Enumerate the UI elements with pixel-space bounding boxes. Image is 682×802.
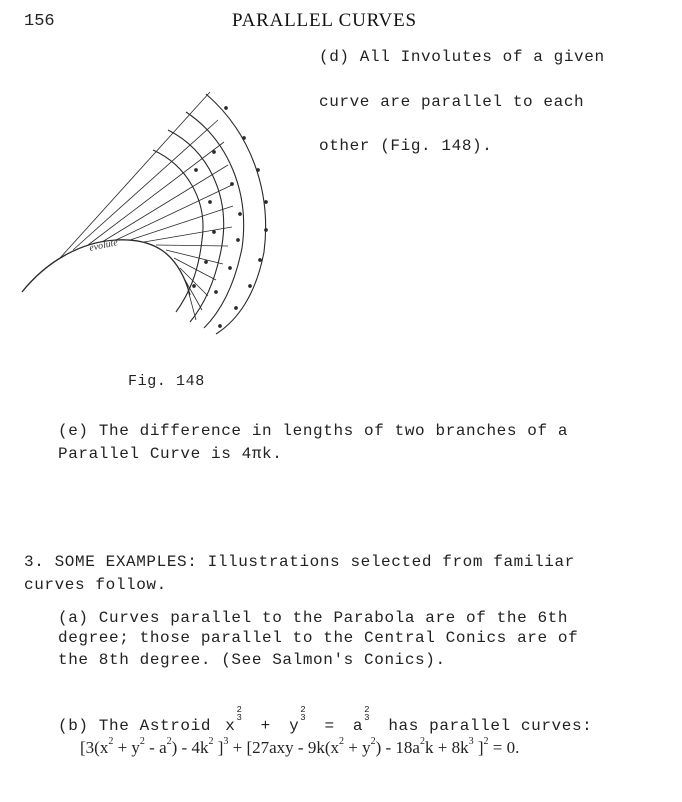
involute-node [195, 169, 198, 172]
item-e-line-1: (e) The difference in lengths of two branches of a [58, 422, 569, 440]
tangent-line [144, 227, 232, 242]
item-a-line-2: degree; those parallel to the Central Conics are of [58, 629, 579, 647]
tangent-line [60, 92, 210, 258]
involute-arc [206, 94, 266, 334]
section-3-heading: 3. SOME EXAMPLES: Illustrations selected from familiar [24, 553, 575, 571]
involute-node [235, 307, 238, 310]
involute-node [249, 285, 252, 288]
involute-figure [18, 80, 288, 340]
item-b-line-1 [58, 706, 592, 735]
parallel-curve-equation: [$3(x^2 + y^2 - a^2) - 4k^2$ ]$^3 + [27axy - 9k(x^2 + y^2) - 18a^2k + 8k^3$ ]$^2$ = 0. [80, 736, 520, 757]
running-title: PARALLEL CURVES [232, 10, 417, 31]
tangent-line [130, 206, 233, 240]
item-d-line-3: other (Fig. 148). [319, 137, 493, 155]
involute-node [265, 201, 268, 204]
item-e-line-2: Parallel Curve is 4πk. [58, 445, 283, 463]
item-b-tail: has parallel curves: [388, 717, 593, 735]
involute-arc [153, 150, 203, 312]
tangent-line [73, 120, 218, 250]
item-b-intro: (b) The Astroid [58, 717, 212, 735]
tangent-line [180, 268, 208, 296]
involute-node [237, 239, 240, 242]
involute-arc [186, 112, 244, 328]
involute-node [265, 229, 268, 232]
involute-node [213, 151, 216, 154]
tangent-line [88, 142, 224, 245]
involute-node [213, 231, 216, 234]
involute-node [229, 267, 232, 270]
astroid-equation: x 2 3 + y 2 3 = a 2 3 [225, 705, 371, 735]
involute-node [193, 285, 196, 288]
item-d-line-1: (d) All Involutes of a given [319, 48, 605, 66]
involute-node [239, 213, 242, 216]
involute-node [259, 259, 262, 262]
figure-caption: Fig. 148 [128, 373, 205, 390]
involute-node [225, 107, 228, 110]
involute-node [257, 169, 260, 172]
involute-node [215, 291, 218, 294]
tangent-line [156, 245, 228, 246]
section-3-line-2: curves follow. [24, 576, 167, 594]
evolute-label: evolute [88, 237, 119, 254]
item-d-line-2: curve are parallel to each [319, 93, 585, 111]
involute-node [243, 137, 246, 140]
involute-node [205, 261, 208, 264]
involute-node [231, 183, 234, 186]
item-a-line-1: (a) Curves parallel to the Parabola are of the 6th [58, 609, 569, 627]
item-a-line-3: the 8th degree. (See Salmon's Conics). [58, 651, 446, 669]
tangent-line [174, 258, 216, 280]
involute-node [209, 201, 212, 204]
page-number: 156 [24, 12, 55, 31]
involute-node [219, 325, 222, 328]
